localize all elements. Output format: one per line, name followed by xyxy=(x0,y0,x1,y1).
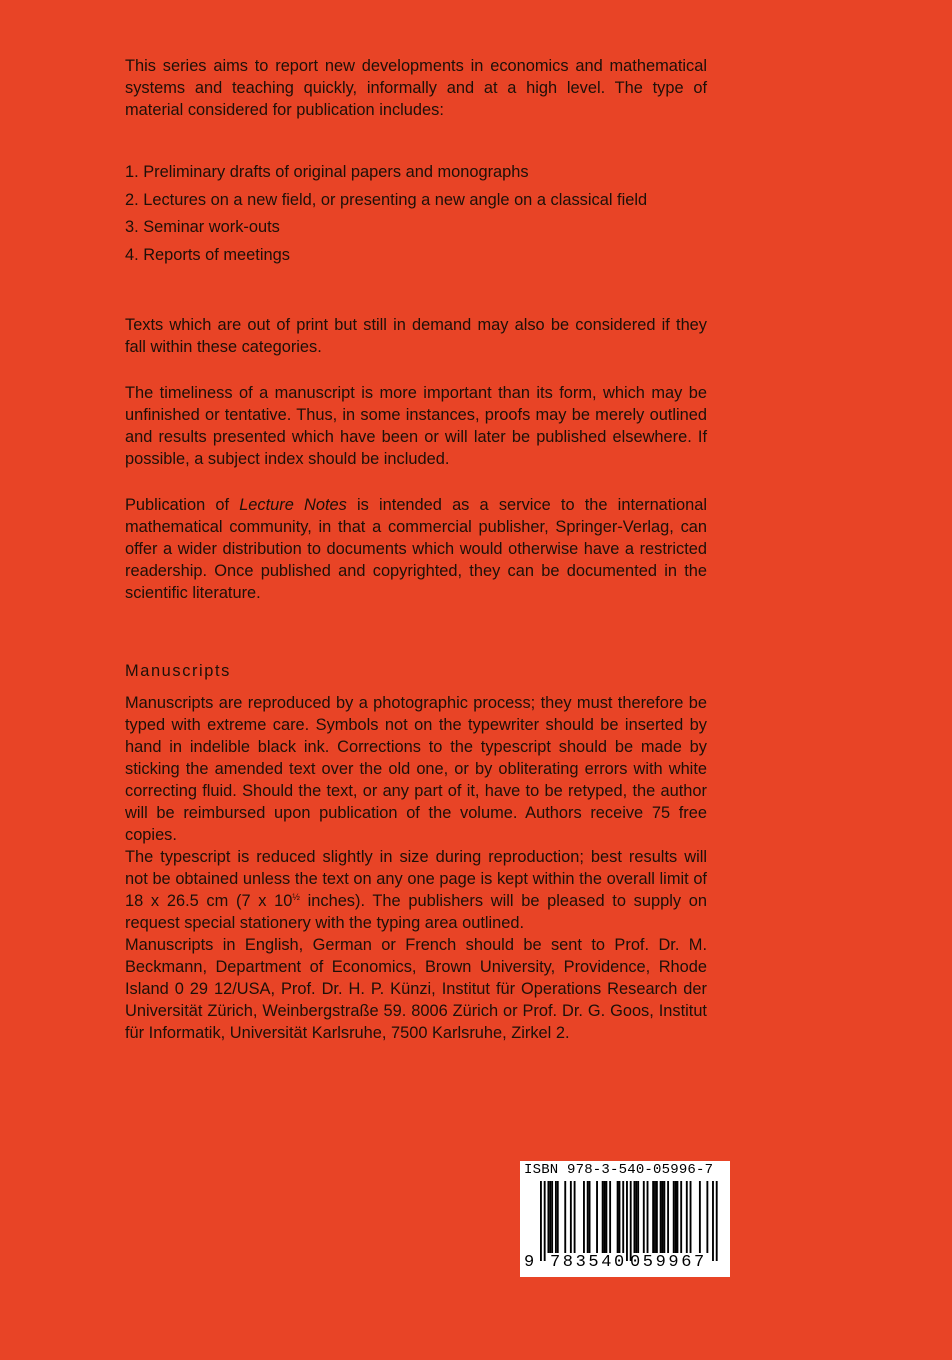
list-item: 4. Reports of meetings xyxy=(125,245,290,264)
barcode-bar xyxy=(716,1181,718,1261)
list-item: 1. Preliminary drafts of original papers and monographs xyxy=(125,163,529,181)
barcode-bar xyxy=(662,1181,664,1253)
barcode-bar xyxy=(605,1181,607,1253)
typescript-text-end: inches). The publishers will be pleased to supply on request special stationery with the typing area outlined. xyxy=(125,892,707,932)
ean-first-digit: 9 xyxy=(524,1253,535,1272)
list-item: 2. Lectures on a new field, or presenting a new angle on a classical field xyxy=(125,190,648,209)
barcode-bar xyxy=(663,1181,665,1253)
barcode-bar xyxy=(677,1181,679,1253)
barcode-bar xyxy=(626,1181,628,1261)
barcode-bar xyxy=(686,1181,688,1253)
manuscripts-heading: Manuscripts xyxy=(125,662,231,680)
back-cover-text xyxy=(125,55,707,1044)
barcode-bar xyxy=(706,1181,708,1253)
barcode-bar xyxy=(557,1181,559,1253)
series-description: This series aims to report new developments in economics and mathematical systems and teaching quickly, informally and at a high level. The type of material considered for publication includes: xyxy=(125,57,707,119)
barcode-bar xyxy=(544,1181,546,1261)
publication-paragraph xyxy=(125,494,707,604)
barcode-bar xyxy=(656,1181,658,1253)
barcode-bar xyxy=(555,1181,557,1253)
barcode-bar xyxy=(609,1181,611,1253)
barcode-bar xyxy=(630,1181,632,1261)
barcode-bar xyxy=(602,1181,604,1253)
barcode-bar xyxy=(654,1181,656,1253)
barcode-bar xyxy=(660,1181,662,1253)
barcode-bar xyxy=(617,1181,619,1253)
typescript-paragraph xyxy=(125,846,707,934)
barcode-bar xyxy=(551,1181,553,1253)
isbn-barcode xyxy=(520,1161,730,1277)
out-of-print-paragraph: Texts which are out of print but still in demand may also be considered if they fall within these categories. xyxy=(125,316,707,356)
typescript-text-start: The typescript is reduced slightly in size during reproduction; best results will not be obtained unless the text on any one page is kept within the overall limit of 18 x 26.5 cm (7 x 10 xyxy=(125,848,707,910)
timeliness-paragraph: The timeliness of a manuscript is more important than its form, which may be unfinished or tentative. Thus, in some instances, proofs may be merely outlined and results presented which have been or will later be published elsewhere. If possible, a subject index should be included. xyxy=(125,384,707,468)
barcode-bar xyxy=(635,1181,637,1253)
barcode-bar xyxy=(675,1181,677,1253)
barcode-bar xyxy=(547,1181,549,1253)
barcode-bar xyxy=(564,1181,566,1253)
barcode-bar xyxy=(583,1181,585,1253)
ean-left-group: 783540 xyxy=(550,1253,627,1272)
barcode-bar xyxy=(570,1181,572,1253)
isbn-number: ISBN 978-3-540-05996-7 xyxy=(524,1162,714,1178)
publication-text-start: Publication of xyxy=(125,496,240,514)
material-types-list xyxy=(125,161,707,271)
list-item: 3. Seminar work-outs xyxy=(125,218,280,236)
barcode-bar xyxy=(634,1181,636,1253)
barcode-bar xyxy=(604,1181,606,1253)
barcode-bar xyxy=(587,1181,589,1253)
barcode-bar xyxy=(549,1181,551,1253)
series-name: Lecture Notes xyxy=(239,496,347,514)
barcode-bar xyxy=(540,1181,542,1261)
barcode-bar xyxy=(574,1181,576,1253)
barcode-bar xyxy=(596,1181,598,1253)
barcode-bar xyxy=(589,1181,591,1253)
barcode-bar xyxy=(643,1181,645,1253)
submission-addresses-paragraph: Manuscripts in English, German or French should be sent to Prof. Dr. M. Beckmann, Department of Economics, Brown University, Providence, Rhode Island 0 29 12/USA, Prof. Dr. H. P. Künzi, Institut für Operations Research der Universität Zürich, Weinbergstraße 59. 8006 Zürich or Prof. Dr. G. Goos, Institut für Informatik, Universität Karlsruhe, 7500 Karlsruhe, Zirkel 2. xyxy=(125,936,707,1042)
half-fraction: ½ xyxy=(292,892,300,902)
barcode-bar xyxy=(712,1181,714,1261)
barcode-bar xyxy=(647,1181,649,1253)
ean-right-group: 059967 xyxy=(630,1253,707,1272)
barcode-bar xyxy=(690,1181,692,1253)
manuscripts-paragraph: Manuscripts are reproduced by a photographic process; they must therefore be typed with extreme care. Symbols not on the typewriter should be inserted by hand in indelible black ink. Corrections to the typescript should be made by sticking the amended text over the old one, or by obliterating errors with white correcting fluid. Should the text, or any part of it, have to be retyped, the author will be reimbursed upon publication of the volume. Authors receive 75 free copies. xyxy=(125,694,707,844)
barcode-bar xyxy=(699,1181,701,1253)
barcode-bar xyxy=(673,1181,675,1253)
publication-text-end: is intended as a service to the international mathematical community, in that a commercial publisher, Springer-Verlag, can offer a wider distribution to documents which would otherwise have a restricted readership. Once published and copyrighted, they can be documented in the scientific literature. xyxy=(125,496,707,602)
barcode-bar xyxy=(652,1181,654,1253)
barcode-bar xyxy=(619,1181,621,1253)
barcode-bar xyxy=(667,1181,669,1253)
barcode-bar xyxy=(622,1181,624,1253)
barcode-bar xyxy=(680,1181,682,1253)
barcode-bar xyxy=(637,1181,639,1253)
